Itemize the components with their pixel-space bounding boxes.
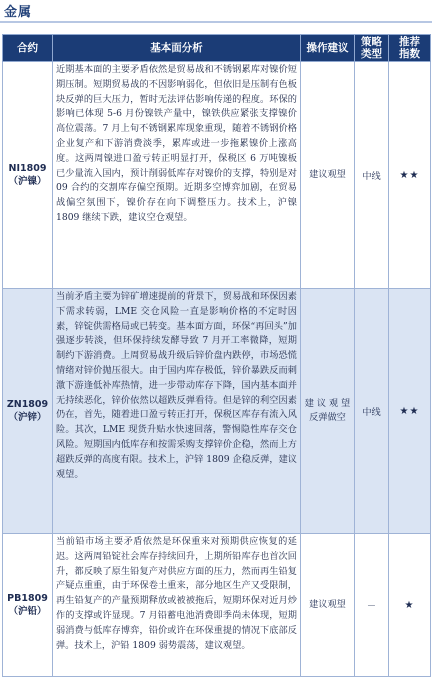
contract-name: （沪锌）: [8, 412, 47, 423]
suggestion-cell: [301, 289, 355, 534]
contract-cell: [3, 534, 53, 677]
table-row-pb: [3, 534, 431, 677]
suggestion-line1: 建 议 观 望: [304, 398, 351, 409]
analysis-text: 近期基本面的主要矛盾依然是贸易战和不锈钢累库对镍价短期压制。短期贸易战的不因影响弱化，但依旧是压制有色板块反弹的巨大压力，暂时无法评估影响传递的程度。环保的影响已体现 5-6 月份镍铁产量中，镍铁供应紧张支撑镍价高位震荡。7 月上旬不锈钢累库现象重现，随着不锈钢价格企业复产和下游消费淡季，累库或进一步拖累镍价上涨高度。这两周镍进口盈亏转正明显打开，保税区 6 万吨镍板已少量流入国内，预计削弱低库存对镍价的支撑，特别是对 09 合约的交割库存偏空预期。近期多空博弈加剧，在贸易战偏空氛围下，镍价存在向下调整压力。技术上，沪镍 1809 继续下跌，建议空仓观望。: [53, 62, 301, 289]
contract-name: （沪镍）: [8, 176, 47, 187]
suggestion-cell: 建议观望: [301, 534, 355, 677]
table-header-row: [3, 35, 431, 62]
contract-code: PB1809: [7, 593, 48, 604]
suggestion-cell: 建议观望: [301, 62, 355, 289]
section-title: 金属: [4, 5, 33, 20]
rating-stars: ★: [389, 534, 431, 677]
header-rating-line2: 指数: [399, 48, 420, 60]
rating-stars: ★★: [389, 289, 431, 534]
header-rating-line1: 推荐: [399, 36, 420, 48]
analysis-text: 当前铅市场主要矛盾依然是环保重来对预期供应恢复的延迟。这两周铅锭社会库存持续回升，上期所铅库存也首次回升，都反映了原生铅复产对供应方面的压力，然而再生铅复产疑点重重，由于环保卷土重来，部分地区生产又受限制，再生铅复产的产量预期释放或被被拖后，短期环保对近月炒作的支撑或许显现。7 月铅蓄电池消费即季尚未体现，短期弱消费与低库存博弈，铅价或许在环保重提的情况下底部反弹。技术上，沪铅 1809 弱势震荡，建议观望。: [53, 534, 301, 677]
rating-stars: ★★: [389, 62, 431, 289]
header-rating: [389, 35, 431, 62]
contract-cell: [3, 289, 53, 534]
header-analysis: 基本面分析: [53, 35, 301, 62]
title-divider: [0, 21, 432, 23]
metals-table: [2, 34, 431, 677]
contract-cell: [3, 62, 53, 289]
contract-name: （沪铅）: [8, 606, 47, 617]
header-strategy-line1: 策略: [361, 36, 382, 48]
header-strategy-line2: 类型: [361, 48, 382, 60]
contract-code: ZN1809: [6, 399, 49, 410]
header-suggestion: 操作建议: [301, 35, 355, 62]
strategy-cell: 中线: [355, 289, 389, 534]
strategy-cell: －: [355, 534, 389, 677]
header-contract: 合约: [3, 35, 53, 62]
table-row-zn: [3, 289, 431, 534]
suggestion-line2: 反弹做空: [309, 412, 346, 423]
analysis-text: 当前矛盾主要为锌矿增速提前的背景下，贸易战和环保因素下需求转弱，LME 交仓风险一直是影响价格的不定时因素，锌锭供需格局或已转变。基本面方面，环保“再回头”加强逐步转淡，但环保持续发酵导致 7 月开工率微降，短期制约下游消费。上周贸易战升级后锌价盘内跌停，市场恐慌情绪对锌价抛压很大。由于国内库存极低，锌价暴跌反而刺激下游逢低补库热情，进一步带动库存下降，国内基本面并无持续恶化，锌价依然以超跌反弹看待。但是锌的利空因素仍在，首先，随着进口盈亏转正打开，保税区库存有流入风险。其次，LME 现货升贴水快速回落，警惕隐性库存交仓风险。短期国内低库存和按需采购支撑锌价企稳，然而上方超跌反弹的高度有限。技术上，沪锌 1809 企稳反弹，建议观望。: [53, 289, 301, 534]
contract-code: NI1809: [8, 163, 47, 174]
strategy-cell: 中线: [355, 62, 389, 289]
header-strategy: [355, 35, 389, 62]
table-row-ni: [3, 62, 431, 289]
